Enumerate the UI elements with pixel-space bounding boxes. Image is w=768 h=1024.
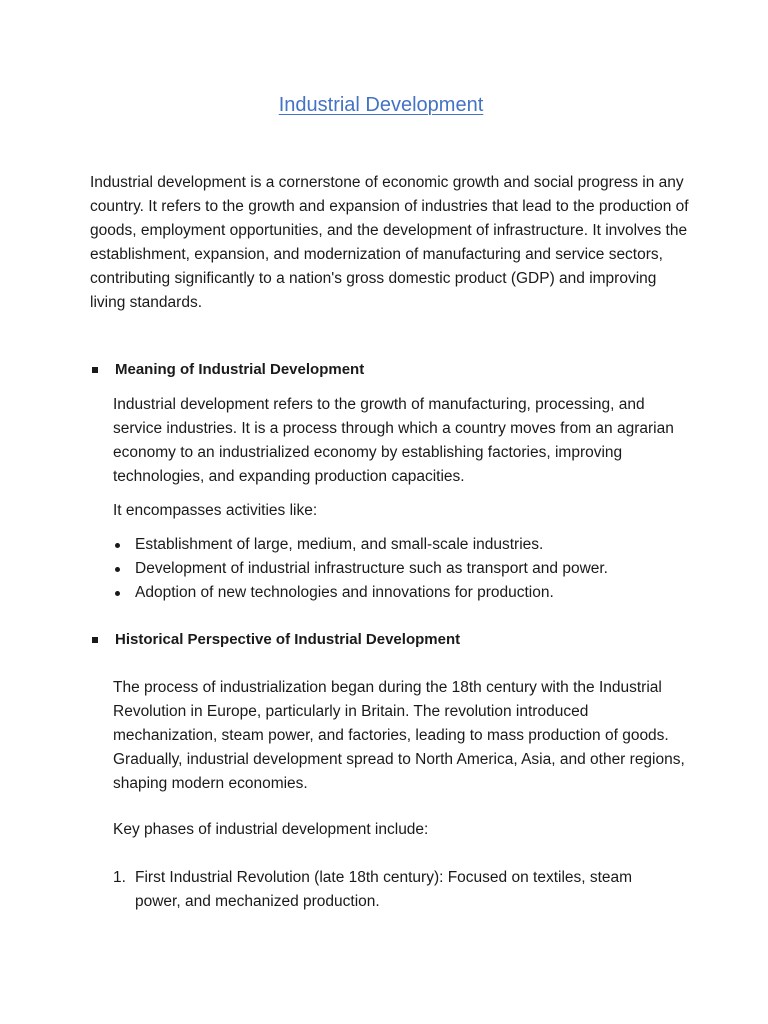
phases-numbered-list <box>113 866 673 914</box>
section-heading-historical <box>90 629 460 651</box>
section-heading-text: Meaning of Industrial Development <box>115 361 365 378</box>
list-item-text: Establishment of large, medium, and small-scale industries. <box>135 536 544 553</box>
meaning-paragraph: Industrial development refers to the growth of manufacturing, processing, and service industries. It is a process through which a country moves from an agrarian economy to an industrialized economy by establishing factories, improving technologies, and expanding production capacities. <box>113 396 674 485</box>
bullet-dot-icon <box>115 567 120 572</box>
list-item <box>113 866 673 914</box>
list-item-text: Development of industrial infrastructure such as transport and power. <box>135 560 608 577</box>
document-title: Industrial Development <box>278 94 484 116</box>
list-number: 1. <box>113 869 126 886</box>
activities-bullet-list <box>113 533 713 605</box>
list-item-text: First Industrial Revolution (late 18th century): Focused on textiles, steam power, and mechanized production. <box>135 869 633 910</box>
list-item-text: Adoption of new technologies and innovations for production. <box>135 584 554 601</box>
bullet-dot-icon <box>115 543 120 548</box>
list-item <box>113 557 713 581</box>
bullet-dot-icon <box>115 591 120 596</box>
square-bullet-icon <box>92 367 98 373</box>
intro-paragraph: Industrial development is a cornerstone of economic growth and social progress in any country. It refers to the growth and expansion of industries that lead to the production of goods, employment opportunities, and the development of infrastructure. It involves the establishment, expansion, and modernization of manufacturing and service sectors, contributing significantly to a nation's gross domestic product (GDP) and improving living standards. <box>90 174 689 311</box>
list-item <box>113 533 713 557</box>
section-heading-text: Historical Perspective of Industrial Development <box>115 631 461 648</box>
section-heading-meaning <box>90 359 364 381</box>
square-bullet-icon <box>92 637 98 643</box>
historical-list-intro: Key phases of industrial development include: <box>113 821 429 838</box>
historical-paragraph: The process of industrialization began during the 18th century with the Industrial Revolution in Europe, particularly in Britain. The revolution introduced mechanization, steam power, and factories, leading to mass production of goods. Gradually, industrial development spread to North America, Asia, and other regions, shaping modern economies. <box>113 679 685 792</box>
list-item <box>113 581 713 605</box>
meaning-list-intro: It encompasses activities like: <box>113 502 318 519</box>
